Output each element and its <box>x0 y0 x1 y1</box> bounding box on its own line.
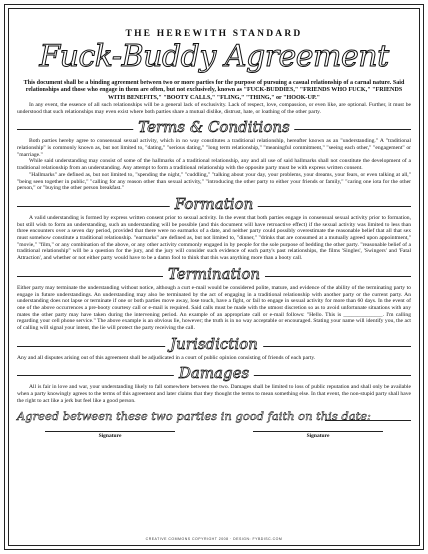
damages-paragraph: All is fair in love and war, your understanding likely to fall somewhere between the two. Damages shall be limited to loss of public reputation and shall only be available when a party knowingly agrees to the terms of this agreement and later claims that they thought the terms to mean something else. In that event, the non-stupid party shall have the right to act like a jerk but feel like a good person. <box>17 384 411 404</box>
heading-label: Formation <box>170 196 258 213</box>
section-heading-jurisdiction <box>17 335 411 353</box>
heading-label: Damages <box>174 365 254 382</box>
signature-block <box>17 431 411 451</box>
terms-paragraph: "Hallmarks" are defined as, but not limited to, "spending the night," "cuddling," "talking about your day, your problems, your dreams, your fears, or even talking at all," "being seen together in public," "calling for any reason other than sexual activity," "introducing the other party to either your friends or family," "caring one iota for the other person," or "buying the other person breakfast." <box>17 171 411 192</box>
terms-paragraph: While said understanding may consist of some of the hallmarks of a traditional relationship, any and all use of said hallmarks shall not constitute the development of a traditional relationship from an understanding. Any attempt to form a traditional relationship with the opposite party must be with express written consent. <box>17 158 411 172</box>
document-title: Fuck-Buddy Agreement <box>39 39 389 74</box>
page-border <box>8 8 420 546</box>
date-input-line[interactable] <box>325 420 411 421</box>
intro-paragraph: In any event, the essence of all such relationships will be a general lack of exclusivity. Lack of respect, love, compassion, or even like, are optional. Further, it must be understood that such relationships may even exist where both parties share a mutual dislike, distrust, hate, or loathing of the other party. <box>17 101 411 115</box>
section-heading-termination <box>17 265 411 283</box>
heading-label: Jurisdiction <box>165 336 263 353</box>
agreement-date-line <box>17 409 411 423</box>
heading-label: Terms & Conditions <box>133 119 294 136</box>
agreement-page <box>4 4 424 550</box>
intro-statement: This document shall be a binding agreement between two or more parties for the purpose of pursuing a casual relationship of a carnal nature. Said relationships and those who engage in them are often, but not exclusively, known as "FUCK-BUDDIES," "FRIENDS WHO FUCK," "FRIENDS WITH BENEFITS," "BOOTY CALLS," "FLING," "THING," or "HOOK-UP." <box>23 80 405 101</box>
terms-paragraph: Both parties hereby agree to consensual sexual activity, which in no way constitutes a traditional relationship, hereafter known as an "understanding." A "traditional relationship" is commonly known as, but not limited to, "dating," "serious dating," "long term relationship," "meaningful commitment," "seeing each other," "engagement" or "marriage." <box>17 138 411 158</box>
section-heading-terms <box>17 118 411 136</box>
document-content <box>17 15 411 541</box>
agreement-statement: Agreed between these two parties in good faith on this date: <box>17 408 371 423</box>
formation-paragraph: A valid understanding is formed by express written consent prior to sexual activity. In the event that both parties engage in consensual sexual activity prior to formation, but still wish to form an understanding, such an understanding will be possible (and this document will have retroactive effect) if the sexual activity was limited to less than three encounters over a seven day period, provided that there were no earmarks of a date, and neither party could possibly overestimate the reasonable belief that all that sex must somehow constitute a traditional relationship. "earmarks" are defined as, but not limited to, "dinner," "drinks that are consumed at a mutually agreed upon appointment," "movie," "film," or any combination of the above, or any other activity commonly engaged in by people for the sole purpose of bedding the other party. "reasonable belief of a traditional relationship" will be a question for the jury, and the jury will consider such evidence of each party's past relationships, the films 'Singles', 'Swingers' and 'Fatal Attraction', and whether or not either party would have to be a damn fool to think that this was anything more than a booty call. <box>17 214 411 262</box>
copyright-footer: CREATIVE COMMONS COPYRIGHT 2008 · DESIGN: FYBDISC.COM <box>145 537 283 541</box>
jurisdiction-paragraph: Any and all disputes arising out of this agreement shall be adjudicated in a court of public opinion consisting of friends of each party. <box>17 354 316 361</box>
section-heading-damages <box>17 364 411 382</box>
document-kicker: THE HEREWITH STANDARD <box>125 29 303 39</box>
signature-line-left[interactable]: Signature <box>45 431 175 439</box>
heading-label: Termination <box>163 266 265 283</box>
section-heading-formation <box>17 195 411 213</box>
termination-paragraph: Either party may terminate the understanding without notice, although a curt e-mail would be considered polite, mature, and evidence of the ability of the terminating party to engage in future understandings. An understanding may also be terminated by the act of engaging in a traditional relationship with another party or the current party. An understanding does not lapse or terminate if one or both parties move away, lose touch, have a fight, or fail to engage in sexual activity for more than 60 days. In the event of one of the above occurrences a pre-booty courtesy call or e-mail is required. Said calls must be made with the utmost discretion so as to avoid unfortunate situations with any mates the other party may have taken during the intervening period. An example of an appropriate call or e-mail follows: "Hello. This is ______________. I'm calling regarding your cell phone service." The above example is an obvious lie, however; the truth is in no way acceptable or encouraged. Stating your name will identify you, the act of calling will signal your intent, the lie will protect the party receiving the call. <box>17 284 411 332</box>
signature-line-right[interactable]: Signature <box>253 431 383 439</box>
